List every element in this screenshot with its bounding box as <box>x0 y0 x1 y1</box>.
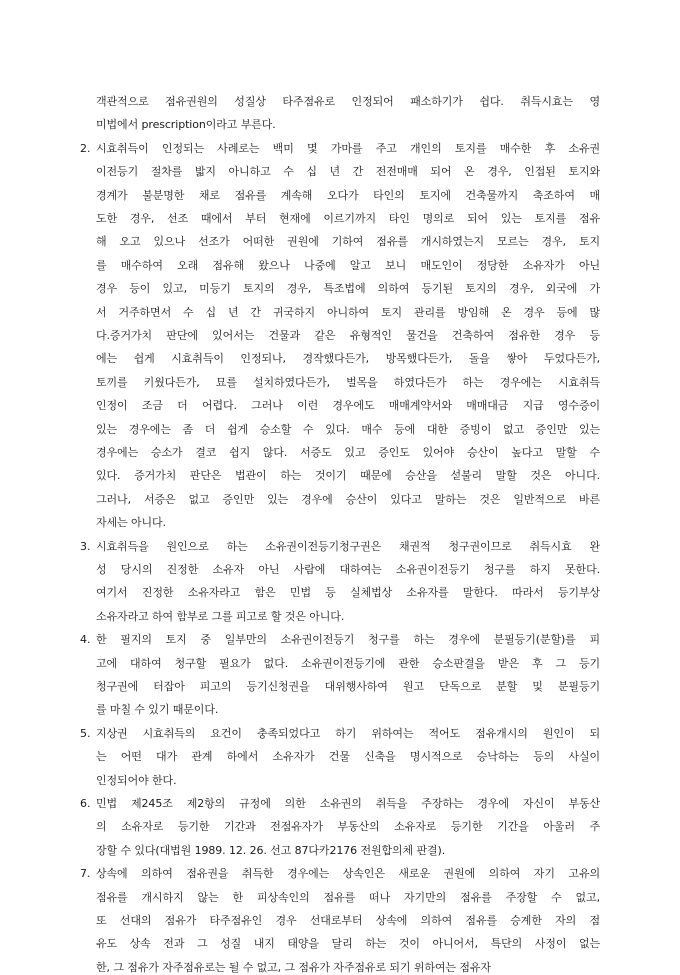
item-number: 5. <box>80 726 91 740</box>
text-line: 를 마칠 수 있기 때문이다. <box>96 703 219 717</box>
item-number: 4. <box>80 633 91 647</box>
text-line: 해 오고 있으나 선조가 어떠한 권원에 기하여 점유를 개시하였는지 모르는 경우, 토지 <box>96 235 600 249</box>
text-line: 청구권에 터잡아 피고의 등기신청권을 대위행사하여 원고 단독으로 분할 및 분필등기 <box>96 680 600 693</box>
text-line: 자세는 아니다. <box>96 516 166 530</box>
text-line: 다.증거가치 판단에 있어서는 건물과 같은 유형적인 물건을 건축하여 점유한 경우 등 <box>96 329 600 342</box>
text-line: 한 필지의 토지 중 일부만의 소유권이전등기 청구를 하는 경우에 분필등기(분할)를 피 <box>96 633 600 647</box>
text-line: 인정이 조금 더 어렵다. 그러나 이런 경우에도 매매계약서와 매매대금 지급 영수증이 <box>96 399 600 413</box>
item-number: 2. <box>80 141 91 155</box>
item-number: 6. <box>80 797 91 810</box>
text-line: 점유를 개시하지 않는 한 피상속인의 점유를 떠나 자기만의 점유를 주장할 수 없고, <box>96 890 600 904</box>
text-line: 지상권 시효취득의 요건이 충족되었다고 하기 위하여는 적어도 점유개시의 원인이 되 <box>96 726 600 740</box>
text-line: 있는 경우에는 좀 더 쉽게 승소할 수 있다. 매수 등에 대한 증빙이 없고 증인만 있는 <box>96 422 600 436</box>
text-line: 토끼를 키웠다든가, 묘를 설치하였다든가, 벌목을 하였다든가 하는 경우에는 시효취득 <box>96 375 600 389</box>
text-line: 에는 쉽게 시효취득이 인정되나, 경작했다든가, 방목했다든가, 돌을 쌓아 두었다든가, <box>96 352 600 366</box>
text-line: 를 매수하여 오래 점유해 왔으나 나중에 알고 보니 매도인이 정당한 소유자가 아닌 <box>96 258 600 272</box>
text-line: 유도 상속 전과 그 성질 내지 태양을 달리 하는 것이 아니어서, 특단의 사정이 없는 <box>96 937 600 951</box>
text-line: 여기서 진정한 소유자라고 함은 민법 등 실체법상 소유자를 말한다. 따라서 등기부상 <box>96 586 600 600</box>
text-line: 상속에 의하여 점유권을 취득한 경우에는 상속인은 새로운 권원에 의하여 자기 고유의 <box>96 867 600 881</box>
text-line: 서 거주하면서 수 십 년 간 귀국하지 아니하여 토지 관리를 방임해 온 경우 등에 많 <box>96 305 600 319</box>
text-line: 소유자라고 하여 함부로 그를 피고로 할 것은 아니다. <box>96 609 345 623</box>
text-line: 도한 경우, 선조 때에서 부터 현재에 이르기까지 타인 명의로 되어 있는 토지를 점유 <box>96 212 600 225</box>
text-line: 경우에는 승소가 결코 쉽지 않다. 서증도 있고 증인도 있어야 승산이 높다고 말할 수 <box>96 446 600 459</box>
text-line: 민법 제245조 제2항의 규정에 의한 소유권의 취득을 주장하는 경우에 자신이 부동산 <box>96 797 600 810</box>
text-line: 시효취득이 인정되는 사례로는 백미 몇 가마를 주고 개인의 토지를 매수한 후 소유권 <box>96 141 600 155</box>
item-number: 7. <box>80 867 91 881</box>
text-line: 성 당시의 진정한 소유자 아닌 사람에 대하여는 소유권이전등기 청구를 하지 못한다. <box>96 563 600 576</box>
text-line: 시효취득을 원인으로 하는 소유권이전등기청구권은 채권적 청구권이므로 취득시효 완 <box>96 539 600 553</box>
text-line: 경계가 불분명한 채로 점유를 계속해 오다가 타인의 토지에 건축물까지 축조하여 매 <box>96 188 600 202</box>
text-line: 또 선대의 점유가 타주점유인 경우 선대로부터 상속에 의하여 점유를 승계한 자의 점 <box>96 914 600 927</box>
text-line: 그러나, 서증은 없고 증인만 있는 경우에 승산이 있다고 말하는 것은 일반적으로 바른 <box>96 492 600 506</box>
text-line: 이전등기 절차를 밟지 아니하고 수 십 년 간 전전매매 되어 온 경우, 인접된 토지와 <box>96 165 600 179</box>
text-line: 는 어떤 대가 관계 하에서 소유자가 건물 신축을 명시적으로 승낙하는 등의 사실이 <box>96 750 600 764</box>
text-line: 미법에서 prescription이라고 부른다. <box>96 118 276 132</box>
text-line: 객관적으로 점유권원의 성질상 타주점유로 인정되어 패소하기가 쉽다. 취득시효는 영 <box>96 95 600 108</box>
text-line: 있다. 증거가치 판단은 법관이 하는 것이기 때문에 승산을 섣불리 말할 것은 아니다. <box>96 469 600 483</box>
text-line: 장할 수 있다(대법원 1989. 12. 26. 선고 87다카2176 전원합의체 판결). <box>96 843 446 857</box>
text-line: 한, 그 점유가 자주점유로는 될 수 없고, 그 점유가 자주점유로 되기 위하여는 점유자 <box>96 960 491 974</box>
text-line: 의 소유자로 등기한 기간과 전점유자가 부동산의 소유자로 등기한 기간을 아울러 주 <box>96 820 600 834</box>
text-line: 인정되어야 한다. <box>96 773 177 787</box>
text-line: 경우 등이 있고, 미등기 토지의 경우, 특조법에 의하여 등기된 토지의 경우, 외국에 가 <box>96 282 600 296</box>
text-line: 고에 대하여 청구할 필요가 없다. 소유권이전등기에 관한 승소판결을 받은 후 그 등기 <box>96 656 600 670</box>
item-number: 3. <box>80 539 91 553</box>
